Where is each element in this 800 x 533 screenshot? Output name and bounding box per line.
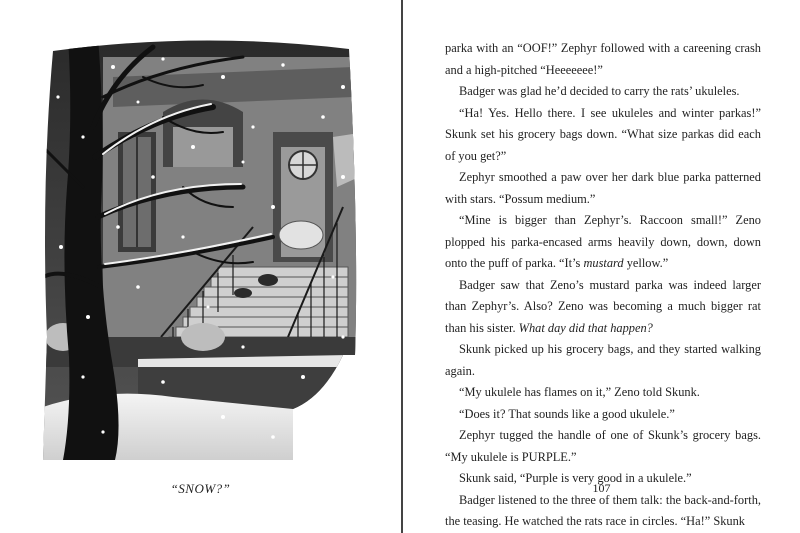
paragraph — [445, 81, 761, 103]
paragraph — [445, 339, 761, 382]
page-number: 107 — [592, 481, 611, 495]
text-run: Zephyr smoothed a paw over her dark blue parka patterned with stars. “Possum medium.” — [445, 170, 761, 206]
text-run: yellow.” — [623, 256, 669, 270]
text-run: Badger saw that Zeno’s mustard parka was indeed larger than Zephyr’s. Also? Zeno was becoming a much bigger rat than his sister. — [445, 277, 761, 335]
text-run: “Does it? That sounds like a good ukulele.” — [459, 406, 675, 421]
text-run: “Mine is bigger than Zephyr’s. Raccoon small!” Zeno plopped his parka-encased arms heavily down, down, down onto the puff of parka. “It’s — [445, 213, 761, 270]
italic-text: What day did that happen? — [518, 320, 653, 335]
paragraph — [445, 167, 761, 210]
text-run: Badger listened to the three of them talk: the back-and-forth, the teasing. He watched the rats race in circles. “Ha!” Skunk — [445, 492, 761, 528]
paragraph — [445, 382, 761, 404]
text-run: Skunk said, “Purple is very good in a ukulele.” — [459, 471, 692, 485]
snowy-stoop-illustration — [43, 37, 360, 460]
text-run: “Ha! Yes. Hello there. I see ukuleles and winter parkas!” Skunk set his grocery bags down. “What size parkas did each of you get?” — [445, 105, 761, 163]
paragraph — [445, 38, 761, 81]
text-run: “My ukulele has flames on it,” Zeno told Skunk. — [459, 385, 700, 399]
paragraph — [445, 425, 761, 468]
right-page — [403, 0, 800, 533]
paragraph — [445, 275, 761, 340]
text-run: Zephyr tugged the handle of one of Skunk’s grocery bags. “My ukulele is PURPLE.” — [445, 428, 761, 464]
paragraph — [445, 103, 761, 168]
italic-text: mustard — [583, 256, 624, 270]
body-text — [445, 38, 761, 533]
paragraph — [445, 404, 761, 426]
text-run: Skunk picked up his grocery bags, and they started walking again. — [445, 342, 761, 378]
text-run: parka with an “OOF!” Zephyr followed with a careening crash and a high-pitched “Heeeeeee!” — [445, 41, 761, 77]
illustration-caption: “SNOW?” — [170, 481, 231, 496]
text-run: Badger was glad he’d decided to carry the rats’ ukuleles. — [459, 84, 740, 98]
paragraph — [445, 210, 761, 275]
